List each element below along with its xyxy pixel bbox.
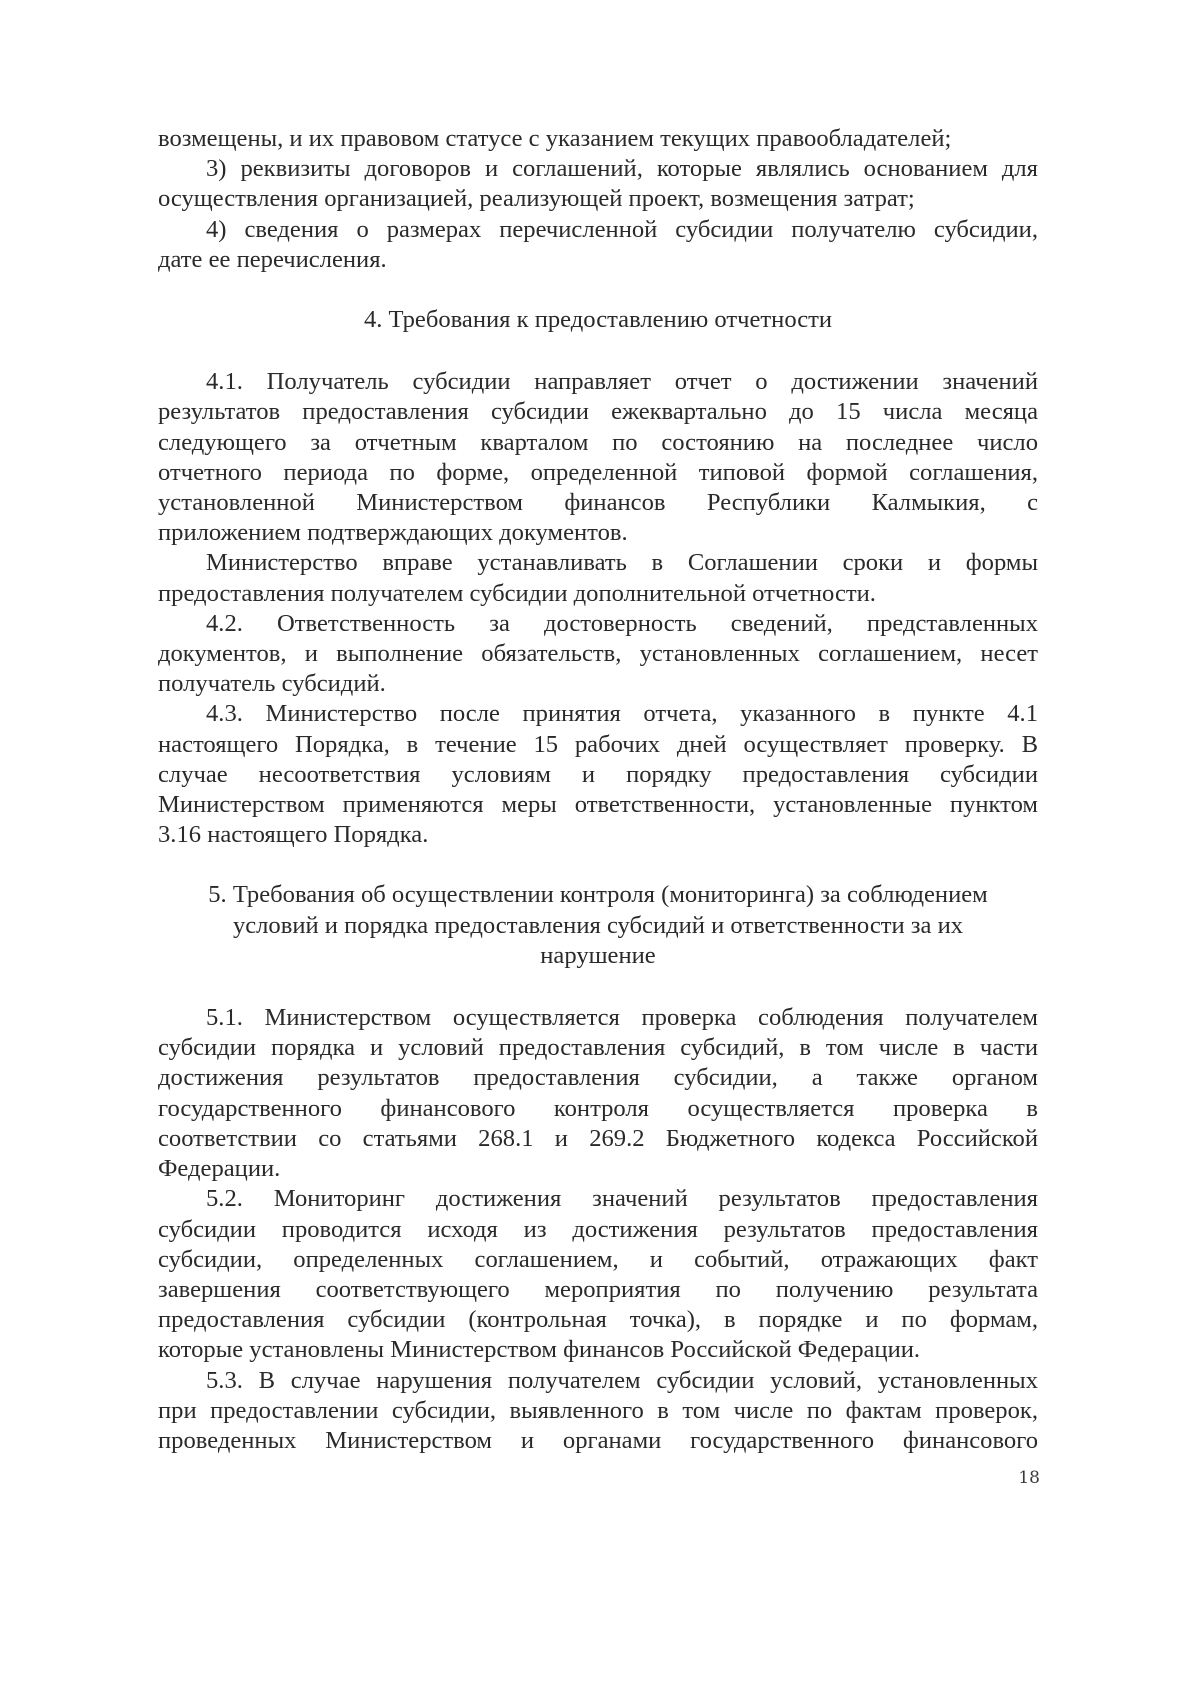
text-line: Министерством применяются меры ответственности, установленные пунктом [158,791,1038,819]
text-line: 4.3. Министерство после принятия отчета, указанного в пункте 4.1 [206,700,1038,728]
section-heading [158,880,1038,971]
text-line: случае несоответствия условиям и порядку предоставления субсидии [158,760,1038,788]
text-line: возмещены, и их правовом статусе с указанием текущих правообладателей; [158,125,952,152]
heading-line: 4. Требования к предоставлению отчетности [363,306,833,334]
text-line: которые установлены Министерством финансов Российской Федерации. [158,1336,921,1364]
heading-line: нарушение [540,941,656,969]
paragraph [158,367,1038,548]
text-line: 3.16 настоящего Порядка. [158,821,429,849]
text-line: достижения результатов предоставления субсидии, а также органом [158,1064,1038,1092]
paragraph [158,548,1038,608]
text-line: субсидии, определенных соглашением, и событий, отражающих факт [158,1245,1038,1273]
text-line: субсидии порядка и условий предоставления субсидий, в том числе в части [158,1034,1038,1062]
text-line: при предоставлении субсидии, выявленного в том числе по фактам проверок, [158,1396,1038,1424]
text-line: 4.1. Получатель субсидии направляет отчет о достижении значений [206,368,1038,396]
paragraph [158,124,1038,154]
text-line: Федерации. [158,1155,281,1183]
spacer [158,335,1038,367]
document-page [158,124,1038,1456]
text-line: соответствии со статьями 268.1 и 269.2 Бюджетного кодекса Российской [158,1124,1038,1152]
text-line: 5.3. В случае нарушения получателем субсидии условий, установленных [206,1366,1038,1394]
paragraph [158,1184,1038,1365]
heading-line: 5. Требования об осуществлении контроля (мониторинга) за соблюдением [208,881,988,909]
paragraph [158,1003,1038,1184]
text-line: 5.1. Министерством осуществляется проверка соблюдения получателем [206,1004,1038,1032]
text-line: 3) реквизиты договоров и соглашений, которые являлись основанием для [206,155,1038,183]
page-number: 18 [1018,1468,1040,1488]
text-line: следующего за отчетным кварталом по состоянию на последнее число [158,428,1038,456]
paragraph [158,215,1038,275]
paragraph [158,699,1038,850]
text-line: установленной Министерством финансов Республики Калмыкия, с [158,489,1038,517]
text-line: государственного финансового контроля осуществляется проверка в [158,1094,1038,1122]
text-line: осуществления организацией, реализующей проект, возмещения затрат; [158,185,915,213]
text-line: 4) сведения о размерах перечисленной субсидии получателю субсидии, [206,215,1038,243]
text-line: настоящего Порядка, в течение 15 рабочих дней осуществляет проверку. В [158,730,1038,758]
text-line: предоставления получателем субсидии дополнительной отчетности. [158,579,876,607]
text-line: дате ее перечисления. [158,245,387,273]
text-line: отчетного периода по форме, определенной типовой формой соглашения, [158,458,1038,486]
text-line: завершения соответствующего мероприятия по получению результата [158,1275,1038,1303]
paragraph [158,609,1038,700]
spacer [158,971,1038,1003]
heading-line: условий и порядка предоставления субсидий и ответственности за их [232,911,964,939]
text-line: документов, и выполнение обязательств, установленных соглашением, несет [158,640,1038,668]
text-line: получатель субсидий. [158,670,386,698]
spacer [158,850,1038,880]
paragraph [158,1366,1038,1457]
text-line: 5.2. Мониторинг достижения значений результатов предоставления [206,1185,1038,1213]
text-line: проведенных Министерством и органами государственного финансового [158,1426,1038,1454]
spacer [158,275,1038,305]
text-line: приложением подтверждающих документов. [158,519,628,547]
text-line: предоставления субсидии (контрольная точка), в порядке и по формам, [158,1306,1038,1334]
text-line: Министерство вправе устанавливать в Соглашении сроки и формы [206,549,1038,577]
text-line: субсидии проводится исходя из достижения результатов предоставления [158,1215,1038,1243]
text-line: результатов предоставления субсидии ежеквартально до 15 числа месяца [158,398,1038,426]
section-heading [158,305,1038,335]
paragraph [158,154,1038,214]
text-line: 4.2. Ответственность за достоверность сведений, представленных [206,609,1038,637]
